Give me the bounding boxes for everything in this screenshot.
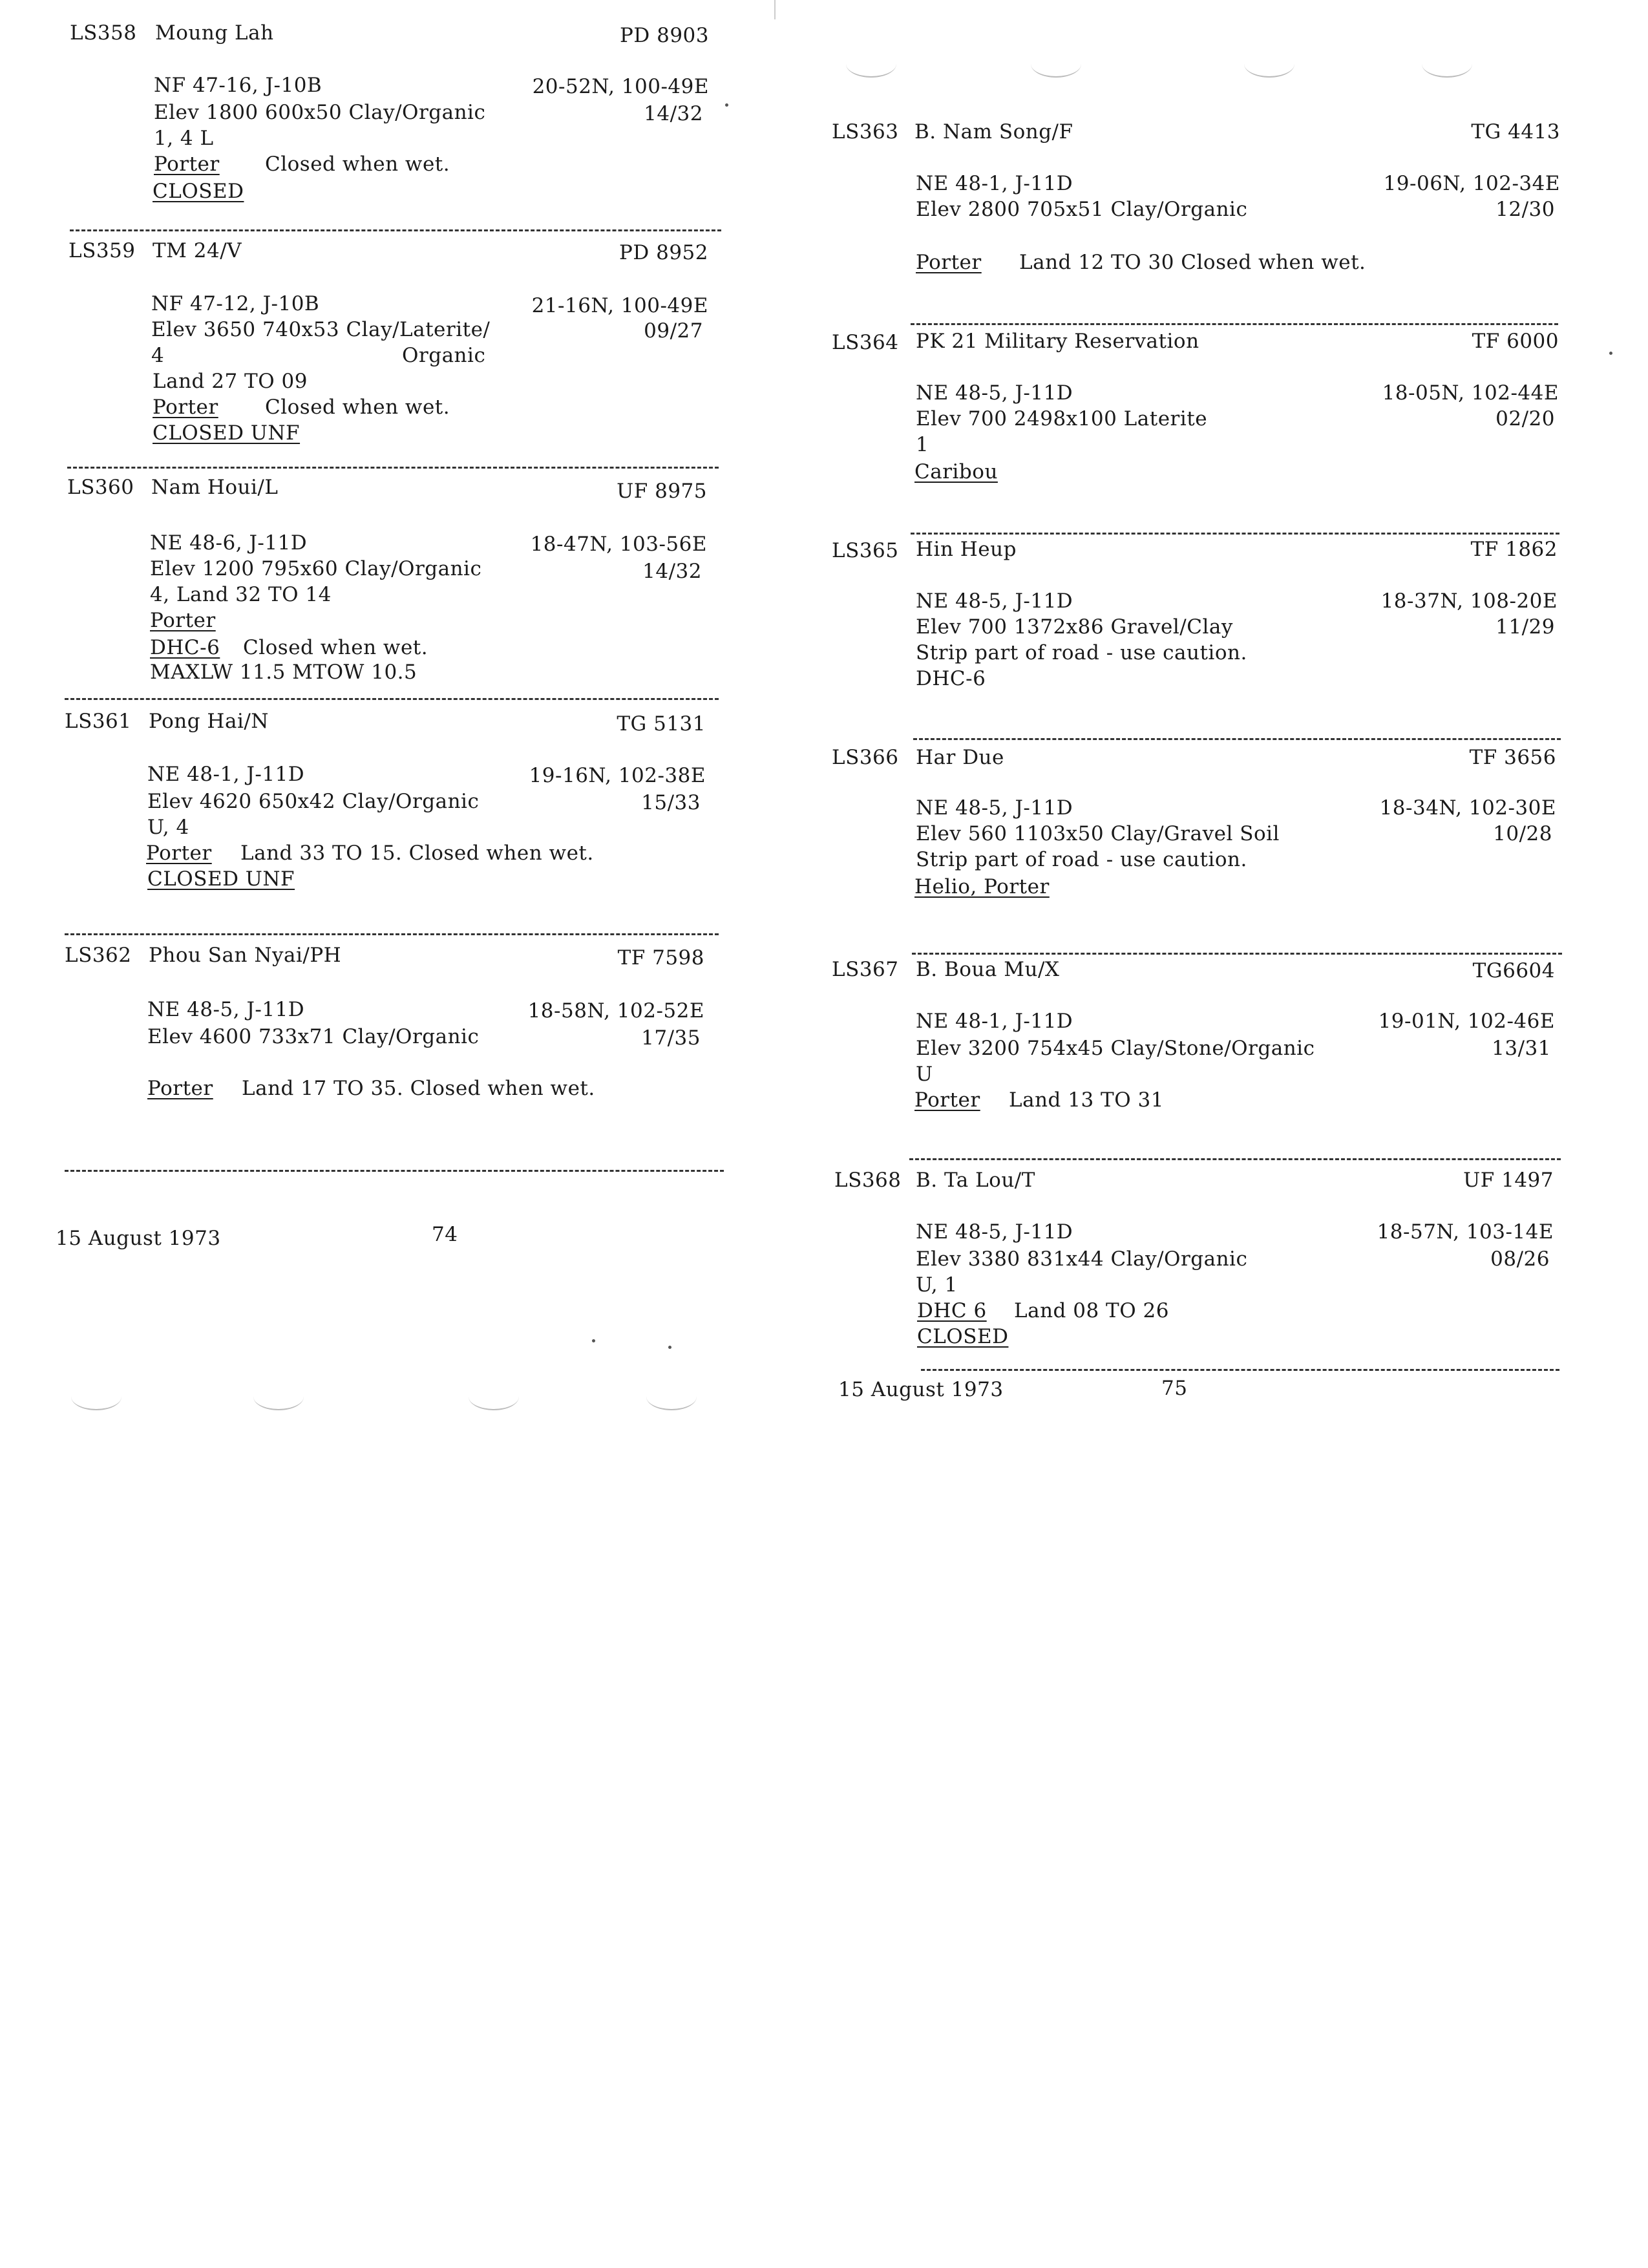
entry-separator (913, 738, 1561, 740)
entry-elev: Elev 2800 705x51 Clay/Organic (916, 198, 1248, 221)
entry-line4: U, 4 (147, 816, 189, 839)
entry-grid-ref: TG 5131 (617, 712, 706, 736)
entry-line4: 1, 4 L (154, 127, 214, 150)
entry-separator (70, 229, 721, 231)
entry-name: B. Nam Song/F (914, 120, 1073, 143)
right-page (798, 0, 1648, 1454)
status-badge: CLOSED UNF (153, 421, 301, 445)
entry-runway: 09/27 (644, 319, 703, 343)
entry-elev: Elev 3380 831x44 Clay/Organic (916, 1247, 1248, 1271)
entry-runway: 15/33 (641, 791, 701, 814)
scan-speck (592, 1339, 595, 1342)
aircraft-porter: Porter (153, 396, 218, 419)
footer-date: 15 August 1973 (56, 1227, 221, 1250)
entry-grid-ref: UF 1497 (1463, 1169, 1554, 1192)
entry-note: Land 13 TO 31 (1009, 1088, 1164, 1112)
aircraft-caribou: Caribou (914, 460, 998, 483)
entry-separator (912, 953, 1562, 955)
entry-coords: 20-52N, 100-49E (532, 75, 709, 98)
entry-remark: Strip part of road - use caution. (916, 641, 1247, 664)
entry-line4: 1 (916, 433, 929, 456)
status-badge: CLOSED UNF (147, 867, 295, 891)
entry-coords: 18-05N, 102-44E (1382, 381, 1559, 405)
entry-chart: NE 48-5, J-11D (916, 796, 1073, 820)
entry-name: Pong Hai/N (149, 710, 269, 733)
entry-chart: NE 48-1, J-11D (916, 172, 1073, 195)
entry-chart: NF 47-16, J-10B (154, 74, 322, 97)
entry-grid-ref: UF 8975 (617, 480, 707, 503)
entry-runway: 08/26 (1490, 1247, 1550, 1271)
entry-coords: 18-47N, 103-56E (530, 533, 707, 556)
entry-id: LS358 (70, 21, 137, 45)
entry-grid-ref: TF 1862 (1470, 538, 1558, 561)
entry-id: LS363 (832, 120, 899, 143)
entry-elev: Elev 700 1372x86 Gravel/Clay (916, 615, 1233, 639)
entry-separator (65, 698, 719, 700)
entry-runway: 17/35 (641, 1026, 701, 1050)
binder-hole (1031, 50, 1081, 78)
aircraft-dhc6: DHC-6 (150, 636, 220, 659)
entry-note: Land 33 TO 15. Closed when wet. (240, 842, 594, 865)
binder-hole (846, 50, 896, 78)
entry-note: Land 08 TO 26 (1014, 1299, 1169, 1322)
entry-runway: 14/32 (644, 102, 703, 125)
entry-grid-ref: TG 4413 (1471, 120, 1560, 143)
entry-grid-ref: TF 7598 (617, 946, 704, 970)
aircraft-dhc6: DHC 6 (917, 1299, 987, 1322)
entry-grid-ref: TG6604 (1472, 959, 1555, 982)
entry-line4: 4, Land 32 TO 14 (150, 583, 332, 606)
entry-chart: NE 48-5, J-11D (916, 1220, 1073, 1244)
entry-coords: 21-16N, 100-49E (531, 294, 708, 317)
entry-id: LS362 (65, 944, 132, 967)
entry-separator (67, 467, 719, 469)
entry-coords: 19-16N, 102-38E (529, 764, 706, 787)
entry-runway: 11/29 (1495, 615, 1555, 639)
scan-speck (668, 1346, 671, 1349)
entry-coords: 19-06N, 102-34E (1383, 172, 1560, 195)
entry-runway: 02/20 (1495, 407, 1555, 430)
entry-elev: Elev 560 1103x50 Clay/Gravel Soil (916, 822, 1280, 845)
entry-coords: 18-34N, 102-30E (1379, 796, 1556, 820)
entry-coords: 18-37N, 108-20E (1380, 589, 1558, 613)
entry-separator (911, 323, 1558, 325)
entry-runway: 14/32 (642, 560, 702, 583)
entry-name: PK 21 Military Reservation (916, 330, 1199, 353)
entry-runway: 10/28 (1493, 822, 1552, 845)
entry-elev: Elev 1800 600x50 Clay/Organic (154, 101, 486, 124)
aircraft-porter: Porter (154, 153, 220, 176)
entry-name: Moung Lah (155, 21, 274, 45)
entry-id: LS360 (67, 476, 134, 499)
entry-chart: NE 48-1, J-11D (916, 1010, 1073, 1033)
scan-speck (1609, 352, 1612, 355)
entry-name: Phou San Nyai/PH (149, 944, 342, 967)
entry-separator (911, 533, 1559, 535)
binder-hole (646, 1383, 697, 1410)
binder-hole (253, 1383, 304, 1410)
scan-speck (725, 103, 728, 107)
entry-id: LS361 (65, 710, 132, 733)
entry-chart: NE 48-5, J-11D (916, 381, 1073, 405)
binder-hole (1244, 50, 1294, 78)
aircraft-porter: Porter (147, 1077, 213, 1100)
entry-coords: 19-01N, 102-46E (1378, 1010, 1555, 1033)
entry-note: Closed when wet. (243, 636, 428, 659)
aircraft-helio-porter: Helio, Porter (914, 875, 1050, 898)
aircraft-dhc6: DHC-6 (916, 667, 986, 690)
page-number: 74 (432, 1223, 458, 1246)
entry-grid-ref: PD 8903 (620, 24, 709, 47)
aircraft-porter: Porter (914, 1088, 980, 1112)
entry-elev: Elev 700 2498x100 Laterite (916, 407, 1208, 430)
status-badge: CLOSED (153, 180, 244, 203)
binder-hole (71, 1383, 121, 1410)
entry-remark: Strip part of road - use caution. (916, 848, 1247, 871)
aircraft-porter: Porter (150, 609, 216, 632)
entry-id: LS359 (69, 239, 136, 262)
entry-chart: NF 47-12, J-10B (151, 292, 320, 315)
binder-hole (469, 1383, 519, 1410)
entry-coords: 18-58N, 102-52E (527, 999, 704, 1023)
entry-note: Closed when wet. (265, 396, 450, 419)
entry-note: Land 12 TO 30 Closed when wet. (1019, 251, 1366, 274)
entry-chart: NE 48-1, J-11D (147, 763, 305, 786)
entry-elev: Elev 1200 795x60 Clay/Organic (150, 557, 482, 580)
entry-land: Land 27 TO 09 (153, 370, 308, 393)
entry-id: LS364 (832, 331, 899, 354)
entry-id: LS367 (832, 958, 899, 981)
entry-line4: 4 (151, 344, 165, 367)
entry-name: B. Boua Mu/X (916, 958, 1060, 981)
entry-id: LS366 (832, 746, 899, 769)
entry-note: Closed when wet. (265, 153, 450, 176)
entry-line4: U (916, 1063, 933, 1086)
entry-grid-ref: TF 6000 (1472, 330, 1559, 353)
status-badge: CLOSED (917, 1325, 1009, 1348)
entry-id: LS365 (832, 539, 899, 562)
entry-chart: NE 48-5, J-11D (147, 998, 305, 1021)
aircraft-porter: Porter (146, 842, 212, 865)
entry-name: TM 24/V (153, 239, 242, 262)
entry-name: B. Ta Lou/T (916, 1169, 1035, 1192)
entry-line4: U, 1 (916, 1273, 958, 1297)
entry-elev: Elev 4620 650x42 Clay/Organic (147, 790, 480, 813)
entry-note: Land 17 TO 35. Closed when wet. (242, 1077, 595, 1100)
entry-weights: MAXLW 11.5 MTOW 10.5 (150, 661, 417, 684)
entry-separator (65, 1170, 724, 1172)
footer-date: 15 August 1973 (838, 1378, 1004, 1401)
entry-runway: 12/30 (1495, 198, 1555, 221)
entry-chart: NE 48-5, J-11D (916, 589, 1073, 613)
entry-separator (921, 1369, 1559, 1371)
aircraft-porter: Porter (916, 251, 982, 274)
entry-runway: 13/31 (1492, 1037, 1551, 1060)
entry-chart: NE 48-6, J-11D (150, 531, 308, 555)
entry-separator (65, 933, 719, 935)
entry-name: Har Due (916, 746, 1004, 769)
entry-elev: Elev 3200 754x45 Clay/Stone/Organic (916, 1037, 1315, 1060)
page-number: 75 (1161, 1377, 1188, 1400)
entry-grid-ref: PD 8952 (619, 241, 708, 264)
entry-elev: Elev 4600 733x71 Clay/Organic (147, 1025, 480, 1048)
entry-name: Nam Houi/L (151, 476, 279, 499)
entry-name: Hin Heup (916, 538, 1017, 561)
entry-grid-ref: TF 3656 (1469, 746, 1556, 769)
entry-elev: Elev 3650 740x53 Clay/Laterite/ (151, 318, 491, 341)
left-page (0, 0, 782, 1454)
entry-separator (909, 1158, 1561, 1160)
entry-id: LS368 (834, 1169, 902, 1192)
binder-hole (1422, 50, 1472, 78)
entry-coords: 18-57N, 103-14E (1377, 1220, 1554, 1244)
entry-surface-cont: Organic (402, 344, 486, 367)
